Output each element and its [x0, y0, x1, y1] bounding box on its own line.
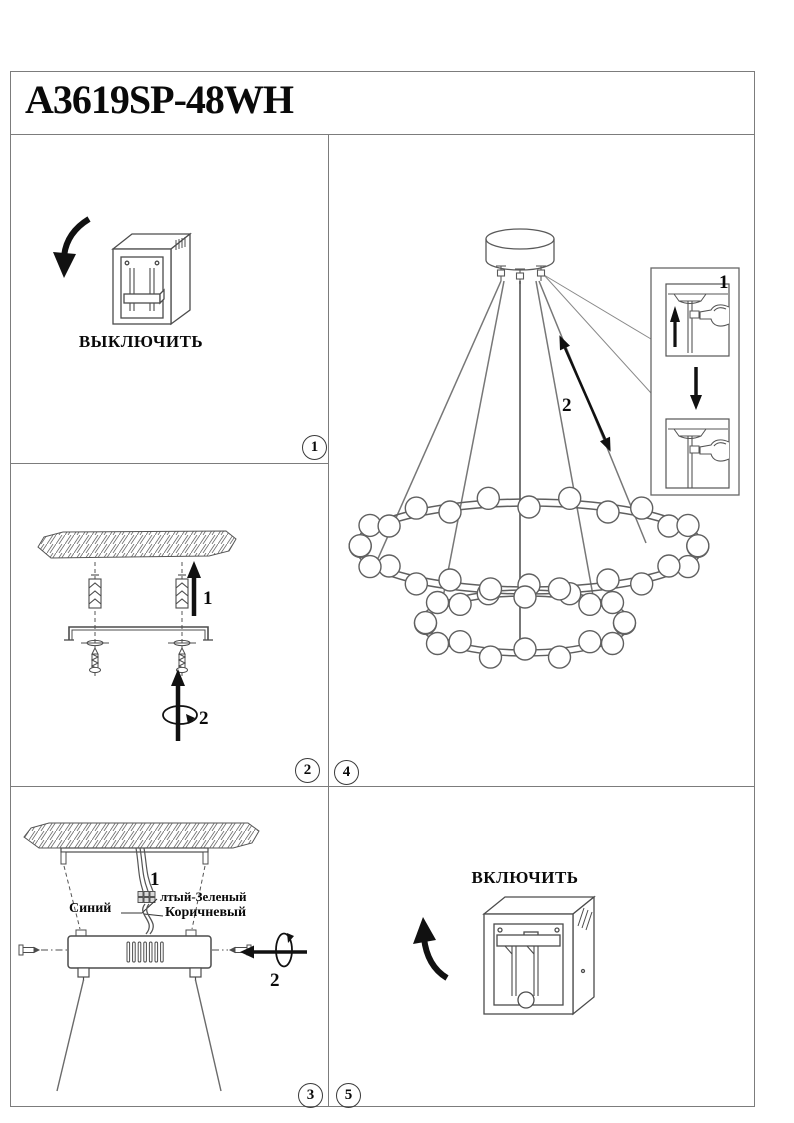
page-frame [10, 71, 755, 1107]
panel-switch-on [328, 786, 756, 1108]
canopy-illustration [68, 930, 211, 981]
canopy-wire [143, 904, 154, 934]
push-rotate-arrow-icon [240, 933, 307, 967]
ceiling-cross-section [24, 823, 259, 848]
wall-anchor-icon [89, 575, 188, 608]
panel-number-badge: 2 [295, 758, 320, 783]
step-number: 2 [199, 708, 209, 729]
suspension-cables [57, 980, 221, 1091]
panel-switch-off [11, 135, 328, 463]
wire-label-brown: Коричневый [165, 905, 247, 920]
wiring-illustration [11, 786, 328, 1108]
product-code: A3619SP-48WH [25, 77, 293, 122]
arrow-up-icon [187, 561, 201, 616]
alignment-dashes [95, 562, 182, 648]
panel-drill-anchors [11, 463, 328, 786]
screw-hole-marker [81, 640, 196, 645]
step-number: 2 [562, 395, 572, 416]
anchor-install-illustration [11, 463, 328, 786]
panel-number-badge: 3 [298, 1083, 323, 1108]
wire-label-yellow-green: лтый-Зеленый [160, 889, 247, 904]
step-number: 1 [150, 869, 160, 890]
chandelier-illustration [328, 135, 756, 786]
detail-inset [651, 268, 739, 495]
side-screw-left [19, 945, 67, 955]
screw-icon [90, 648, 188, 676]
curved-arrow-down-icon [53, 219, 89, 278]
switch-on-illustration [328, 786, 756, 1108]
step-number: 2 [270, 970, 280, 991]
switch-off-caption: ВЫКЛЮЧИТЬ [78, 332, 204, 351]
ceiling-cross-section [38, 531, 236, 558]
panel-number-badge: 1 [302, 435, 327, 460]
ceiling-canopy [486, 229, 554, 270]
screw-in-arrow-icon [163, 669, 197, 741]
switch-on-caption: ВКЛЮЧИТЬ [471, 868, 579, 887]
terminal-block [138, 892, 155, 903]
mounting-bracket [61, 848, 208, 864]
curved-arrow-up-icon [413, 917, 447, 978]
panel-number-badge: 4 [334, 760, 359, 785]
switch-off-illustration [11, 135, 328, 463]
adjust-double-arrow-icon [559, 335, 610, 452]
panel-wiring [11, 786, 328, 1108]
breaker-box-off [113, 234, 190, 324]
inset-step-number: 1 [719, 272, 729, 293]
breaker-box-on [484, 897, 594, 1014]
panel-number-badge: 5 [336, 1083, 361, 1108]
panel-hang-chandelier [328, 135, 756, 786]
wire-label-blue: Синий [69, 901, 112, 916]
step-number: 1 [203, 588, 213, 609]
mounting-bracket [64, 627, 213, 640]
title-block [11, 72, 754, 135]
